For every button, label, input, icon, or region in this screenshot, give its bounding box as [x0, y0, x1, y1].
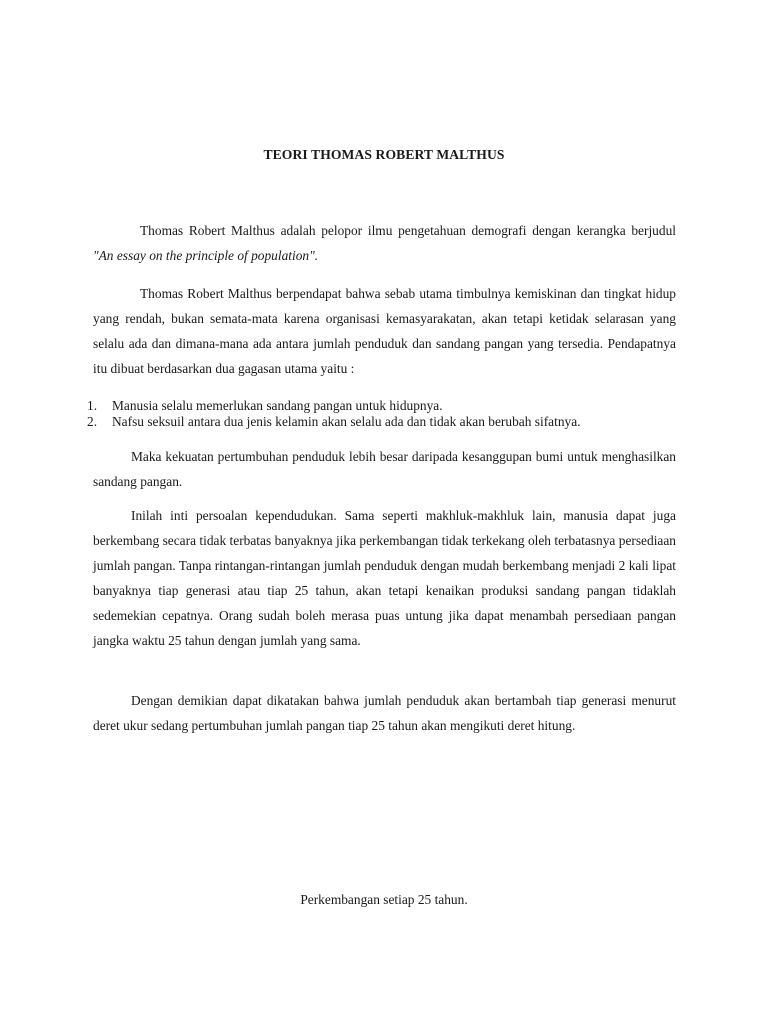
- list-item: [87, 414, 687, 430]
- paragraph-conclusion: Maka kekuatan pertumbuhan penduduk lebih besar daripada kesanggupan bumi untuk menghasilkan sandang pangan.: [93, 449, 676, 489]
- list-number: 1.: [87, 398, 98, 413]
- growth-caption: Perkembangan setiap 25 tahun.: [300, 892, 468, 907]
- paragraph-intro: [93, 218, 676, 268]
- paragraph-opinion: Thomas Robert Malthus berpendapat bahwa sebab utama timbulnya kemiskinan dan tingkat hidup yang rendah, bukan semata-mata karena organisasi kemasyarakatan, akan tetapi ketidak selarasan yang selalu ada dan dimana-mana ada antara jumlah penduduk dan sandang pangan yang tersedia. Pendapatnya itu dibuat berdasarkan dua gagasan utama yaitu :: [93, 286, 676, 376]
- paragraph-intro-text: Thomas Robert Malthus adalah pelopor ilmu pengetahuan demografi dengan kerangka berjudul: [140, 223, 676, 238]
- paragraph-summary: Dengan demikian dapat dikatakan bahwa jumlah penduduk akan bertambah tiap generasi menurut deret ukur sedang pertumbuhan jumlah pangan tiap 25 tahun akan mengikuti deret hitung.: [93, 693, 676, 733]
- list-item: [87, 398, 687, 414]
- page-title: TEORI THOMAS ROBERT MALTHUS: [263, 147, 505, 162]
- paragraph-core-problem: Inilah inti persoalan kependudukan. Sama seperti makhluk-makhluk lain, manusia dapat juga berkembang secara tidak terbatas banyaknya jika perkembangan tidak terkekang oleh terbatasnya persediaan jumlah pangan. Tanpa rintangan-rintangan jumlah penduduk dengan mudah berkembang menjadi 2 kali lipat banyaknya tiap generasi atau tiap 25 tahun, akan tetapi kenaikan produksi sandang pangan tidaklah sedemekian cepatnya. Orang sudah boleh merasa puas untung jika dapat menambah persediaan pangan jangka waktu 25 tahun dengan jumlah yang sama.: [93, 508, 676, 648]
- list-number: 2.: [87, 414, 98, 429]
- list-text: Manusia selalu memerlukan sandang pangan untuk hidupnya.: [112, 398, 443, 413]
- ideas-list: [87, 398, 687, 430]
- list-text: Nafsu seksuil antara dua jenis kelamin akan selalu ada dan tidak akan berubah sifatnya.: [112, 414, 581, 429]
- book-title: "An essay on the principle of population".: [93, 248, 319, 263]
